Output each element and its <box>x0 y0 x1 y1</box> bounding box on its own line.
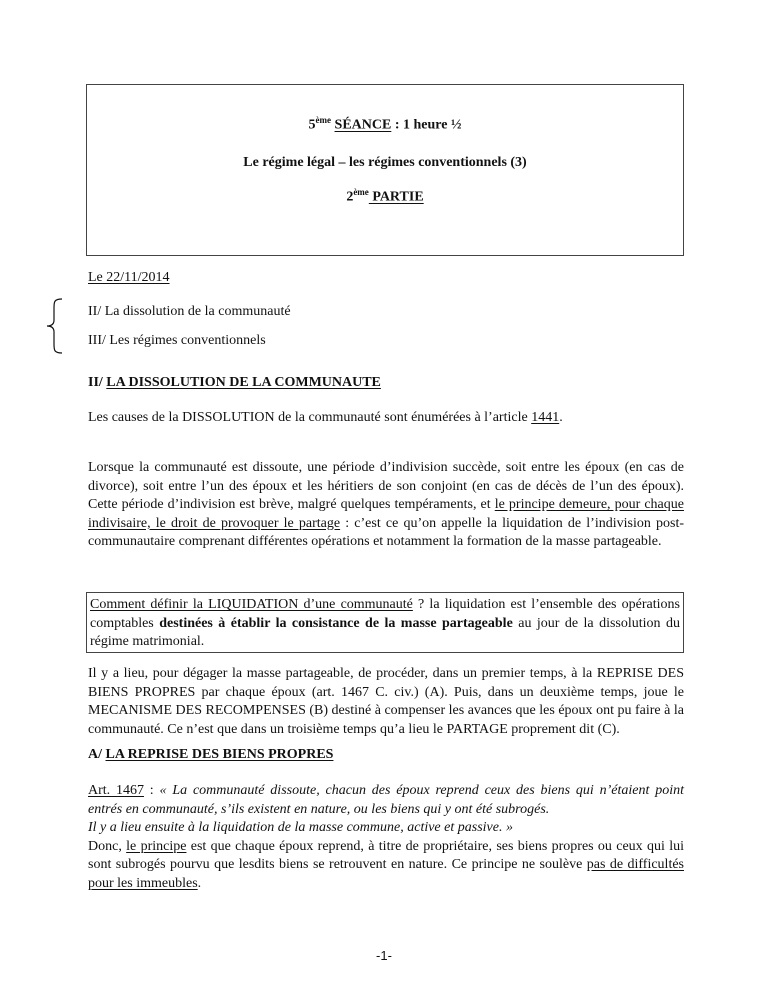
section-number: II/ <box>88 375 107 390</box>
session-word: SÉANCE <box>334 117 392 133</box>
part-word: PARTIE <box>368 189 424 205</box>
principle-term: le principe <box>126 838 187 854</box>
causes-text: Les causes de la DISSOLUTION de la communauté sont énumérées à l’article <box>88 410 532 425</box>
outline-item-dissolution: II/ La dissolution de la communauté <box>88 304 291 319</box>
article-separator: : <box>143 783 160 798</box>
date-line: Le 22/11/2014 <box>88 270 170 285</box>
definition-box <box>86 592 684 653</box>
causes-end: . <box>559 410 563 425</box>
definition-text: ? la liquidation est l’ensemble des opérations comptables <box>90 597 680 631</box>
indivision-text-end: : c’est ce qu’on appelle la liquidation de l’indivision post-communautaire comprenant différentes opérations et notamment la formation de la masse partageable. <box>88 515 684 549</box>
part-number-suffix: ème <box>353 187 369 197</box>
part-number: 2 <box>346 189 354 205</box>
steps-paragraph: Il y a lieu, pour dégager la masse partageable, de procéder, dans un premier temps, à la REPRISE DES BIENS PROPRES par chaque époux (art. 1467 C. civ.) (A). Puis, dans un deuxième temps, joue le MECANISME DES RECOMPENSES (B) destiné à compenser les avances que les époux ont pu faire à la communauté. Ce n’est que dans un troisième temps qu’a lieu le PARTAGE proprement dit (C). <box>88 666 684 737</box>
article-label: Art. 1467 <box>88 783 144 798</box>
article-quote-continued: Il y a lieu ensuite à la liquidation de la masse commune, active et passive. » <box>88 820 513 835</box>
principle-intro: Donc, <box>88 838 127 854</box>
principle-conclusion: pas de difficultés pour les immeubles <box>88 857 684 891</box>
definition-question: Comment définir la LIQUIDATION d’une communauté <box>90 597 413 612</box>
section-heading-dissolution <box>88 375 381 391</box>
session-number-suffix: ème <box>315 115 332 125</box>
indivision-principle: le principe demeure, pour chaque indivisaire, le droit de provoquer le partage <box>88 497 684 531</box>
session-title <box>87 115 683 134</box>
page-number: -1- <box>376 948 392 963</box>
left-brace-icon <box>44 298 64 354</box>
title-box <box>86 84 684 256</box>
causes-paragraph <box>88 410 563 426</box>
definition-emphasis: destinées à établir la consistance de la masse partageable <box>159 615 513 631</box>
article-reference: 1441 <box>531 410 560 425</box>
subsection-letter: A/ <box>88 747 106 762</box>
session-duration: : 1 heure ½ <box>391 117 462 133</box>
principle-end: . <box>197 875 202 891</box>
indivision-text: Lorsque la communauté est dissoute, une période d’indivision succède, soit entre les époux (en cas de divorce), soit entre l’un des époux et les héritiers de son conjoint (en cas de décès de l’un des époux). Cette période d’indivision est brève, malgré quelques tempéraments, et <box>88 460 684 512</box>
part-title <box>87 187 683 206</box>
subsection-heading-text: LA REPRISE DES BIENS PROPRES <box>105 747 334 762</box>
article-paragraph <box>88 782 684 893</box>
article-quote: « La communauté dissoute, chacun des époux reprend ceux des biens qui n’étaient point entrés en communauté, s’ils existent en nature, ou les biens qui y ont été subrogés. <box>88 783 684 817</box>
section-heading-text: LA DISSOLUTION DE LA COMMUNAUTE <box>106 375 381 390</box>
section-heading-reprise <box>88 747 333 763</box>
indivision-paragraph <box>88 459 684 552</box>
definition-text-end: au jour de la dissolution du régime matrimonial. <box>90 615 680 649</box>
course-subtitle: Le régime légal – les régimes conventionnels (3) <box>243 155 527 170</box>
outline-item-regimes: III/ Les régimes conventionnels <box>88 333 266 348</box>
session-number: 5 <box>308 117 316 133</box>
principle-text: est que chaque époux reprend, à titre de propriétaire, ses biens propres ou ceux qui lui sont subrogés pourvu que lesdits biens se retrouvent en nature. Ce principe ne soulève <box>88 838 684 872</box>
